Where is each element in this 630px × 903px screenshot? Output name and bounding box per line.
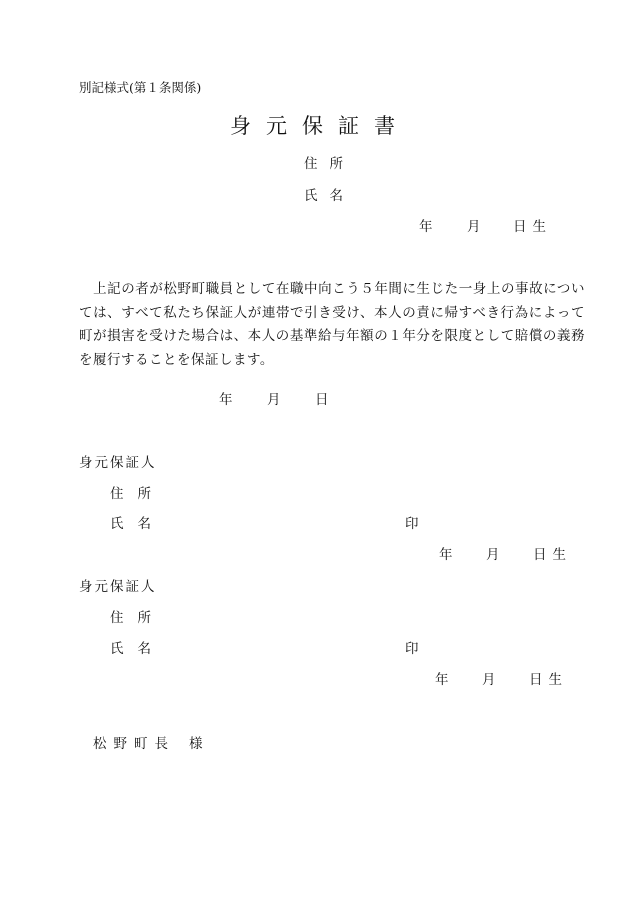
birth-year-label: 年: [419, 219, 433, 235]
guarantor-1-title: 身元保証人: [79, 455, 157, 471]
birth-day-label: 日生: [533, 547, 572, 563]
birth-day-label: 日生: [529, 672, 568, 688]
birth-year-label: 年: [435, 672, 449, 688]
guarantee-statement: [79, 278, 585, 372]
guarantee-statement-text: 上記の者が松野町職員として在職中向こう５年間に生じた一身上の事故については、すべて私たち保証人が連帯で引き受け、本人の責に帰すべき行為によって町が損害を受けた場合は、本人の基準給与年額の１年分を限度として賠償の義務を履行することを保証します。: [79, 281, 585, 368]
guarantor-2-name-label: 氏名: [110, 641, 165, 657]
birth-month-label: 月: [486, 547, 500, 563]
guarantor-2-birth-date: [435, 674, 568, 688]
birth-month-label: 月: [467, 219, 481, 235]
guarantor-1-seal-mark: 印: [405, 516, 419, 532]
guarantor-1-address-label: 住所: [110, 486, 165, 502]
document-title: 身元保証書: [230, 114, 410, 138]
guarantor-2-address-label: 住所: [110, 610, 165, 626]
date-day-label: 日: [315, 392, 329, 408]
date-month-label: 月: [267, 392, 281, 408]
birth-year-label: 年: [439, 547, 453, 563]
date-year-label: 年: [219, 392, 233, 408]
guarantor-1-birth-date: [439, 549, 572, 563]
document-date: [219, 394, 329, 408]
form-label: 別記様式(第１条関係): [79, 80, 202, 95]
guarantor-1-name-label: 氏名: [110, 516, 165, 532]
addressee-honorific: 様: [189, 736, 210, 752]
guarantor-2-seal-mark: 印: [405, 641, 419, 657]
addressee: [93, 738, 210, 752]
addressee-name: 松野町長: [93, 736, 175, 752]
employee-name-label: 氏名: [304, 188, 355, 204]
birth-month-label: 月: [482, 672, 496, 688]
guarantor-2-title: 身元保証人: [79, 579, 157, 595]
birth-day-label: 日生: [513, 219, 552, 235]
employee-birth-date: [419, 221, 552, 235]
employee-address-label: 住所: [304, 156, 355, 172]
